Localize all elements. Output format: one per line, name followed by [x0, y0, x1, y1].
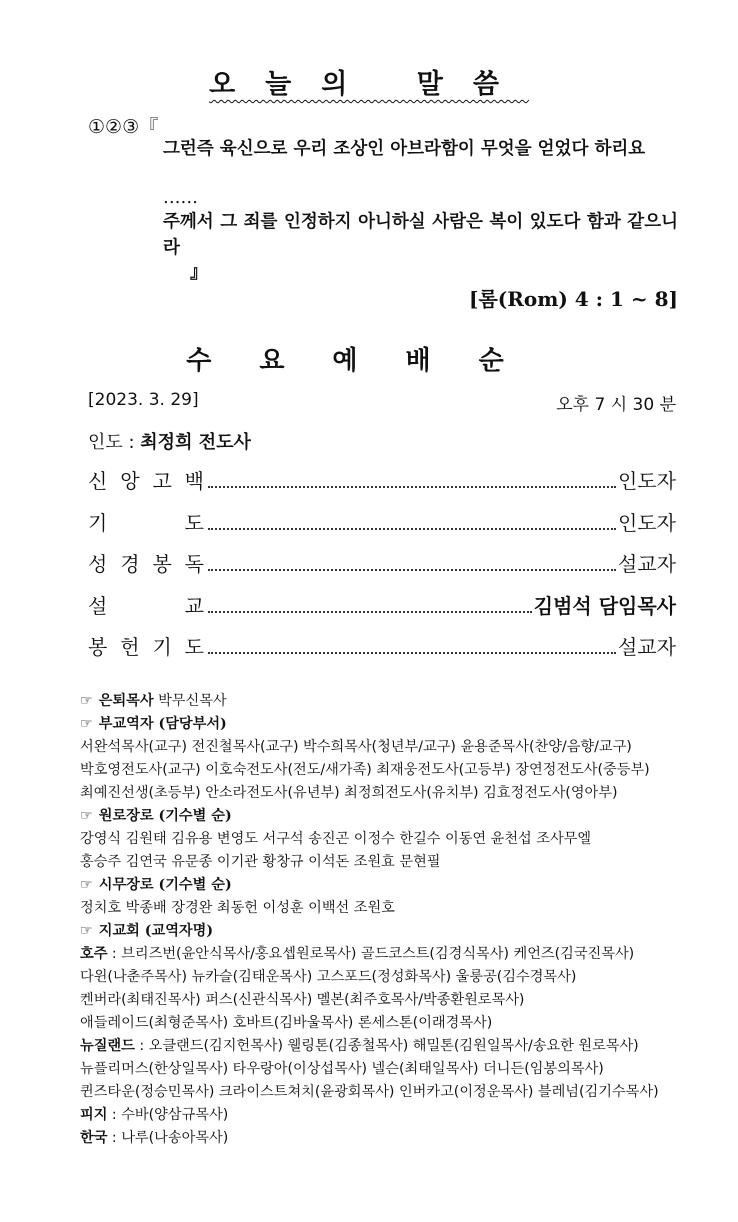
order-label-char: 앙 [120, 469, 140, 493]
order-role: 설교자 [618, 635, 676, 659]
pointing-hand-icon: ☞ [80, 923, 93, 939]
service-title: 수요예배순 [186, 346, 552, 376]
pointing-hand-icon: ☞ [80, 693, 93, 709]
service-date: [2023. 3. 29] [88, 390, 199, 410]
nz-line: 뉴플리머스(한상일목사) 타우랑아(이상섭목사) 넬슨(최태일목사) 더니든(임봉의목사) [80, 1061, 604, 1077]
associate-label: 부교역자 (담당부서) [98, 716, 227, 732]
nz-line: : 오클랜드(김지헌목사) 웰링톤(김종철목사) 해밀톤(김원일목사/송요한 원로목사) [134, 1038, 639, 1054]
korea-text: : 나루(나송아목사) [107, 1130, 229, 1146]
elders-line: 강영식 김원태 김유용 변영도 서구석 송진곤 이정수 한길수 이동연 윤천섭 조사무엘 [80, 831, 592, 847]
order-label [88, 507, 204, 536]
emeritus-name: 박무신목사 [158, 693, 227, 709]
order-label [88, 631, 204, 660]
pointing-hand-icon: ☞ [80, 877, 93, 893]
order-role: 김범석 담임목사 [533, 594, 676, 618]
order-role: 인도자 [618, 511, 676, 535]
nz-label: 뉴질랜드 [80, 1038, 135, 1054]
associate-line: 서완석목사(교구) 전진철목사(교구) 박수희목사(청년부/교구) 윤용준목사(찬양/음향/교구) [80, 739, 632, 755]
order-label-char: 고 [152, 469, 172, 493]
order-label-char: 기 [152, 635, 172, 659]
order-label-char: 설 [88, 594, 108, 618]
order-role: 설교자 [618, 552, 676, 576]
page-title: 오늘의 말씀 [209, 69, 529, 100]
verse-close: 』 [190, 263, 208, 283]
order-label [88, 465, 204, 494]
order-row [88, 631, 676, 660]
order-row [88, 548, 676, 577]
verse-line-2: 주께서 그 죄를 인정하지 아니하실 사람은 복이 있도다 함과 같으니라 [163, 212, 678, 258]
order-label [88, 548, 204, 577]
fiji-label: 피지 [80, 1107, 108, 1123]
emeritus-label: 은퇴목사 [98, 693, 154, 709]
order-row [88, 507, 676, 536]
pointing-hand-icon: ☞ [80, 716, 93, 732]
order-row [88, 590, 676, 619]
nz-line: 퀸즈타운(정승민목사) 크라이스트쳐치(윤광회목사) 인버카고(이정운목사) 블레넘(김기수목사) [80, 1084, 659, 1100]
order-label-char: 도 [184, 635, 204, 659]
pointing-hand-icon: ☞ [80, 808, 93, 824]
verse-ellipsis: …… [163, 188, 198, 208]
associate-line: 박호영전도사(교구) 이호숙전도사(전도/새가족) 최재웅전도사(고등부) 장연정전도사(중등부) [80, 762, 650, 778]
leader-name: 최정희 전도사 [140, 432, 251, 453]
order-label-char: 기 [88, 511, 108, 535]
order-label-char: 헌 [120, 635, 140, 659]
order-label-char: 경 [120, 552, 140, 576]
leader-line [88, 428, 251, 454]
date-time-row [88, 390, 676, 415]
order-label-char: 교 [184, 594, 204, 618]
church-info [80, 690, 680, 1150]
dotted-leader [208, 568, 616, 571]
australia-line: 애들레이드(최형준목사) 호바트(김바울목사) 론세스톤(이래경목사) [80, 1015, 493, 1031]
order-label-char: 성 [88, 552, 108, 576]
australia-line: 켄버라(최태진목사) 퍼스(신관식목사) 멜본(최주호목사/박종환원로목사) [80, 992, 525, 1008]
order-label-char: 봉 [152, 552, 172, 576]
dotted-leader [208, 651, 616, 654]
korea-label: 한국 [80, 1130, 108, 1146]
order-label [88, 590, 204, 619]
branch-label: 지교회 (교역자명) [98, 923, 214, 939]
dotted-leader [208, 485, 616, 488]
service-time: 오후 7 시 30 분 [556, 395, 676, 415]
verse-line-1: 그런즉 육신으로 우리 조상인 아브라함이 무엇을 얻었다 하리요 [163, 139, 646, 159]
leader-label: 인도 : [88, 432, 135, 453]
order-label-char: 신 [88, 469, 108, 493]
verse-reference: [롬(Rom) 4 : 1 ~ 8] [469, 287, 678, 311]
order-row [88, 465, 676, 494]
active-elders-label: 시무장로 (기수별 순) [98, 877, 232, 893]
order-label-char: 백 [184, 469, 204, 493]
associate-line: 최예진선생(초등부) 안소라전도사(유년부) 최정희전도사(유치부) 김효정전도사(영아부) [80, 785, 618, 801]
australia-line: : 브리즈번(윤안식목사/홍요셉원로목사) 골드코스트(김경식목사) 케언즈(김국진목사) [107, 946, 635, 962]
order-label-char: 도 [184, 511, 204, 535]
australia-line: 다윈(나춘주목사) 뉴카슬(김태운목사) 고스포드(정성화목사) 울룽공(김수경목사) [80, 969, 577, 985]
fiji-text: : 수바(양삼규목사) [107, 1107, 229, 1123]
elders-label: 원로장로 (기수별 순) [98, 808, 232, 824]
order-label-char: 봉 [88, 635, 108, 659]
australia-label: 호주 [80, 946, 108, 962]
dotted-leader [208, 527, 616, 530]
verse-marks: ①②③『 [88, 116, 159, 138]
dotted-leader [208, 610, 532, 613]
order-label-char: 독 [184, 552, 204, 576]
active-elders-line: 정치호 박종배 장경완 최동헌 이성훈 이백선 조원호 [80, 900, 395, 916]
order-role: 인도자 [618, 469, 676, 493]
elders-line: 홍승주 김연국 유문종 이기관 황창규 이석돈 조원효 문현필 [80, 854, 441, 870]
